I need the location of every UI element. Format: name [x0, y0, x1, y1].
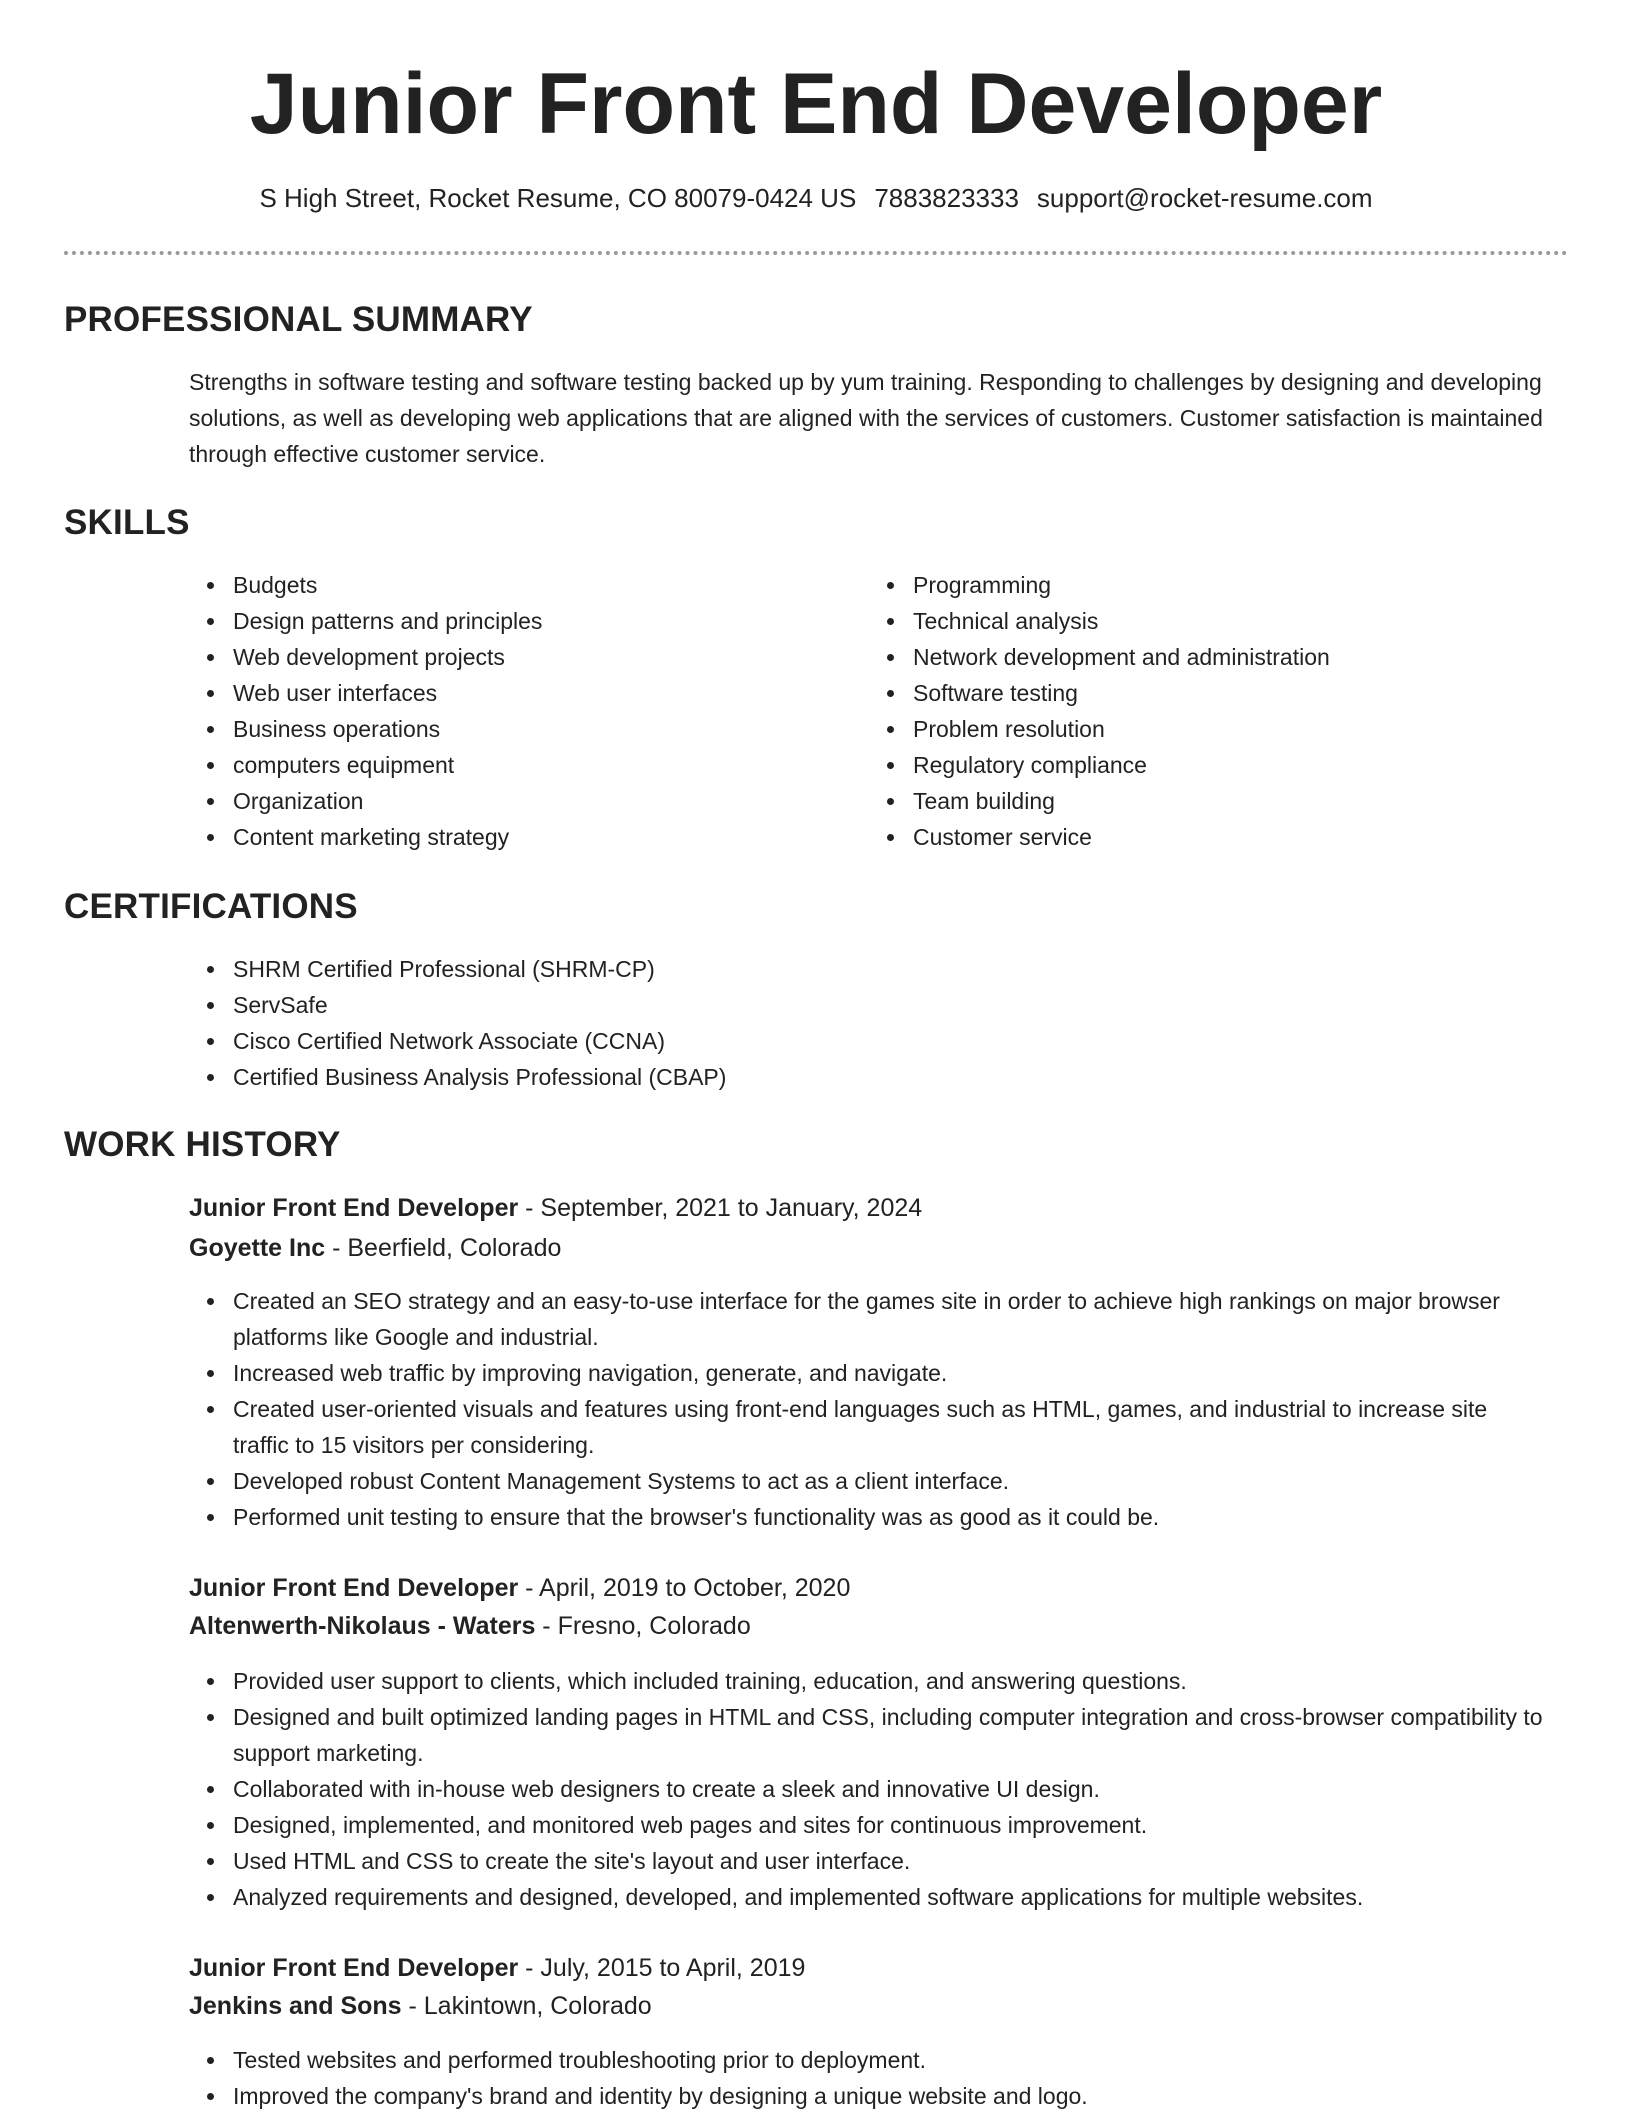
skill-item: Organization	[189, 783, 829, 819]
job-dates: - April, 2019 to October, 2020	[518, 1574, 851, 1602]
job-title-line	[189, 1189, 922, 1227]
skill-item: Web user interfaces	[189, 675, 829, 711]
contact-phone: 7883823333	[874, 183, 1019, 213]
skill-item: Content marketing strategy	[189, 819, 829, 855]
header-divider	[64, 251, 1568, 255]
job-bullet: Created user-oriented visuals and features using front-end languages such as HTML, games, and industrial to increase site traffic to 15 visitors per considering.	[189, 1391, 1549, 1463]
work-history-heading: WORK HISTORY	[64, 1125, 341, 1164]
skills-list-left	[189, 567, 829, 855]
skill-item: Web development projects	[189, 639, 829, 675]
job-bullet: Developed robust Content Management Systems to act as a client interface.	[189, 1463, 1549, 1499]
job-bullet: Increased web traffic by improving navigation, generate, and navigate.	[189, 1355, 1549, 1391]
contact-email: support@rocket-resume.com	[1036, 183, 1373, 213]
job-bullet: Collaborated with in-house web designers to create a sleek and innovative UI design.	[189, 1771, 1549, 1807]
certification-item: ServSafe	[189, 987, 1549, 1023]
job-bullet: Provided user support to clients, which included training, education, and answering questions.	[189, 1663, 1549, 1699]
skill-item: Problem resolution	[869, 711, 1549, 747]
skill-item: Regulatory compliance	[869, 747, 1549, 783]
job-bullet: Improved the company's brand and identity by designing a unique website and logo.	[189, 2078, 1549, 2114]
job-location: - Fresno, Colorado	[535, 1612, 751, 1640]
job-bullet: Created an SEO strategy and an easy-to-use interface for the games site in order to achieve high rankings on major browser platforms like Google and industrial.	[189, 1283, 1549, 1355]
job-bullet: Designed, implemented, and monitored web pages and sites for continuous improvement.	[189, 1807, 1549, 1843]
job-title: Junior Front End Developer	[189, 1954, 519, 1982]
summary-text: Strengths in software testing and software testing backed up by yum training. Responding to challenges by designing and developing solutions, as well as developing web applications that are aligned with the services of customers. Customer satisfaction is maintained through effective customer service.	[189, 369, 1543, 467]
certification-item: Cisco Certified Network Associate (CCNA)	[189, 1023, 1549, 1059]
job-company: Altenwerth-Nikolaus - Waters	[189, 1612, 536, 1640]
skill-item: Network development and administration	[869, 639, 1549, 675]
job-company-line	[189, 1229, 561, 1267]
job-bullet: Used HTML and CSS to create the site's layout and user interface.	[189, 1843, 1549, 1879]
skill-item: Technical analysis	[869, 603, 1549, 639]
skill-item: Business operations	[189, 711, 829, 747]
skills-list-right	[869, 567, 1549, 855]
candidate-name: Junior Front End Developer	[249, 56, 1383, 152]
job-company-line	[189, 1607, 751, 1645]
job-company-line	[189, 1987, 652, 2025]
contact-line	[0, 180, 1632, 216]
skill-item: Customer service	[869, 819, 1549, 855]
job-dates: - September, 2021 to January, 2024	[518, 1194, 923, 1222]
certifications-heading: CERTIFICATIONS	[64, 887, 358, 926]
job-bullet: Tested websites and performed troubleshooting prior to deployment.	[189, 2042, 1549, 2078]
skill-item: Software testing	[869, 675, 1549, 711]
job-bullets	[189, 2042, 1549, 2114]
job-title: Junior Front End Developer	[189, 1194, 519, 1222]
summary-heading: PROFESSIONAL SUMMARY	[64, 300, 533, 339]
job-title-line	[189, 1949, 805, 1987]
job-bullets	[189, 1283, 1549, 1535]
job-bullet: Analyzed requirements and designed, developed, and implemented software applications for multiple websites.	[189, 1879, 1549, 1915]
certifications-list	[189, 951, 1549, 1095]
job-bullets	[189, 1663, 1549, 1915]
job-location: - Beerfield, Colorado	[325, 1234, 562, 1262]
job-location: - Lakintown, Colorado	[401, 1992, 652, 2020]
certification-item: SHRM Certified Professional (SHRM-CP)	[189, 951, 1549, 987]
skill-item: Programming	[869, 567, 1549, 603]
job-company: Jenkins and Sons	[189, 1992, 402, 2020]
contact-address: S High Street, Rocket Resume, CO 80079-0424 US	[259, 183, 857, 213]
job-dates: - July, 2015 to April, 2019	[518, 1954, 806, 1982]
certification-item: Certified Business Analysis Professional (CBAP)	[189, 1059, 1549, 1095]
job-title-line	[189, 1569, 850, 1607]
job-title: Junior Front End Developer	[189, 1574, 519, 1602]
skill-item: computers equipment	[189, 747, 829, 783]
job-bullet: Designed and built optimized landing pages in HTML and CSS, including computer integration and cross-browser compatibility to support marketing.	[189, 1699, 1549, 1771]
skill-item: Team building	[869, 783, 1549, 819]
skills-heading: SKILLS	[64, 503, 190, 542]
job-bullet: Performed unit testing to ensure that the browser's functionality was as good as it could be.	[189, 1499, 1549, 1535]
job-company: Goyette Inc	[189, 1234, 326, 1262]
skill-item: Budgets	[189, 567, 829, 603]
skill-item: Design patterns and principles	[189, 603, 829, 639]
